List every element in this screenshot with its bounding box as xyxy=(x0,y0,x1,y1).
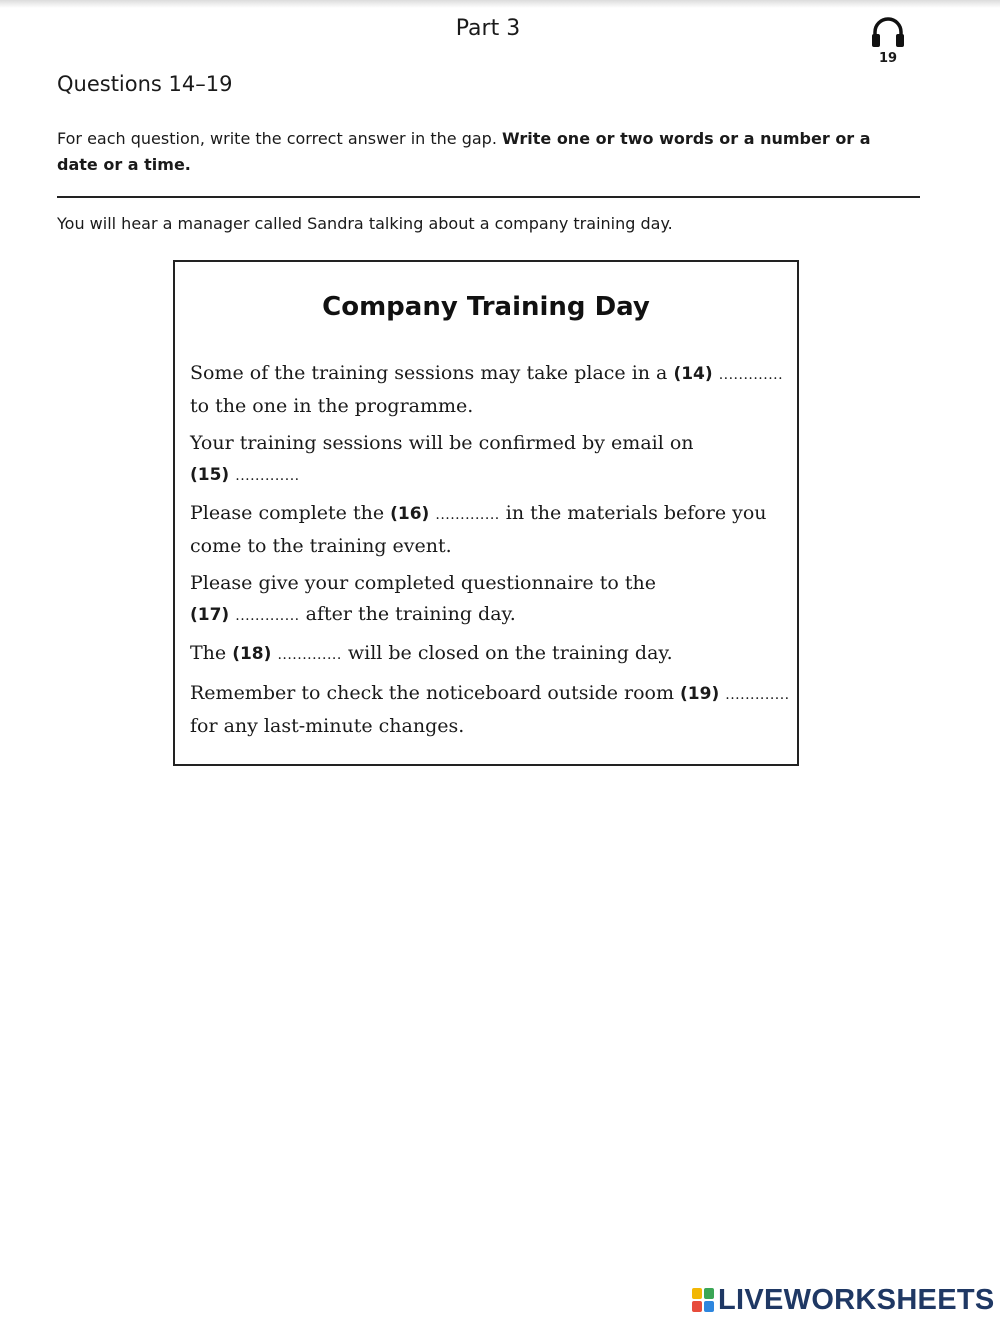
instructions-plain: For each question, write the correct answer in the gap. xyxy=(57,129,502,148)
part-title: Part 3 xyxy=(455,16,521,41)
brand-logo[interactable] xyxy=(692,1284,995,1316)
answer-gap-15[interactable]: ............. xyxy=(235,468,300,484)
liveworksheets-logo-icon xyxy=(692,1288,714,1312)
question-number-18: (18) xyxy=(232,644,272,664)
answer-gap-17[interactable]: ............. xyxy=(235,608,300,624)
brand-name: LIVEWORKSHEETS xyxy=(718,1283,995,1316)
item-16: Please complete the (16) ............. in the materials before you come to the training event. xyxy=(190,502,767,557)
answer-gap-14[interactable]: ............. xyxy=(718,367,784,383)
item-18: The (18) ............. will be closed on the training day. xyxy=(190,642,673,664)
answer-gap-19[interactable]: ............. xyxy=(725,687,790,703)
question-number-14: (14) xyxy=(673,364,713,384)
notes-box xyxy=(173,260,799,766)
question-number-16: (16) xyxy=(390,504,430,524)
question-number-15: (15) xyxy=(190,465,230,485)
instructions-bold: Write one or two words or a number or a date or a time. xyxy=(57,129,871,174)
question-number-17: (17) xyxy=(190,605,230,625)
headphones-icon xyxy=(870,14,906,50)
item-19: Remember to check the noticeboard outside room (19) ............. for any last-minute changes. xyxy=(190,682,790,737)
item-14: Some of the training sessions may take place in a (14) ............. to the one in the programme. xyxy=(190,362,784,417)
item-17: Please give your completed questionnaire to the (17) ............. after the training day. xyxy=(190,572,656,625)
divider xyxy=(57,196,920,198)
audio-track[interactable] xyxy=(866,14,910,74)
context-text: You will hear a manager called Sandra talking about a company training day. xyxy=(57,214,673,233)
questions-heading: Questions 14–19 xyxy=(57,72,233,96)
item-15: Your training sessions will be confirmed by email on (15) ............. xyxy=(190,432,694,485)
question-number-19: (19) xyxy=(680,684,720,704)
answer-gap-18[interactable]: ............. xyxy=(277,647,342,663)
answer-gap-16[interactable]: ............. xyxy=(435,507,500,523)
top-shadow xyxy=(0,0,1000,8)
track-number: 19 xyxy=(878,51,898,66)
box-title: Company Training Day xyxy=(322,292,650,322)
instructions xyxy=(57,126,907,178)
